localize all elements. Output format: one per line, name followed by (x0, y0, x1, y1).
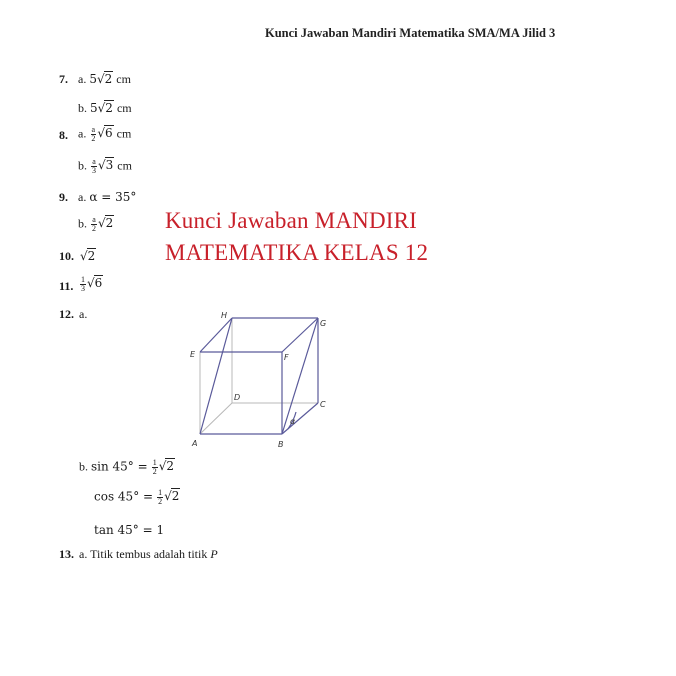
q8b-numerator: a (92, 157, 96, 166)
q7b (78, 101, 132, 116)
q7a (78, 72, 131, 87)
q7b-unit: cm (116, 101, 132, 115)
q12a-label: a. (79, 307, 88, 321)
sin-denominator: 2 (152, 467, 157, 476)
q8a-label: a. (78, 126, 87, 141)
sin-numerator: 1 (152, 458, 157, 467)
q11-sqrt: √6 (87, 276, 103, 291)
q7b-sqrt: √2 (97, 101, 113, 115)
page-header: Kunci Jawaban Mandiri Matematika SMA/MA Jilid 3 (265, 26, 556, 40)
q11-denominator: 3 (81, 284, 85, 293)
label-B: B (278, 440, 284, 449)
label-H: H (221, 311, 228, 320)
cos-numerator: 1 (158, 488, 163, 497)
q12b-cos (94, 489, 180, 506)
q12b-cos-sqrt: √2 (164, 489, 180, 504)
q11-fraction (80, 276, 86, 293)
q12b-cos-text: cos 45° = (94, 489, 154, 504)
q8b-unit: cm (117, 158, 132, 173)
label-G: G (320, 319, 327, 328)
q7a-unit: cm (116, 72, 131, 86)
q10-sqrt: √2 (80, 249, 96, 263)
q8b-sqrt: √3 (98, 158, 114, 173)
label-A: A (192, 439, 198, 448)
q11-value (79, 276, 103, 293)
q9b-fraction (91, 216, 97, 233)
q8b-label: b. (78, 158, 87, 173)
q7a-value (89, 72, 113, 86)
q9b (78, 216, 114, 233)
q13a-text: Titik tembus adalah titik (90, 547, 208, 561)
q12b-cos-fraction (157, 489, 163, 506)
q13a-point: P (210, 547, 218, 561)
q7b-label: b. (78, 101, 87, 115)
sin-rad: 2 (166, 459, 174, 474)
q13a (79, 547, 218, 562)
q7a-rad: 2 (104, 72, 113, 86)
q7b-coef: 5 (90, 101, 98, 115)
q8a-rad: 6 (104, 126, 113, 141)
label-C: C (320, 400, 326, 409)
q10-number: 10. (59, 249, 74, 263)
q8b-denominator: 3 (92, 166, 96, 175)
q8a-unit: cm (116, 126, 132, 141)
q12b-sin-fraction (152, 459, 158, 476)
q12b-sin-sqrt: √2 (158, 459, 174, 474)
q11-rad: 6 (94, 276, 103, 291)
q12b-sin-text: sin 45° = (91, 459, 148, 474)
cos-rad: 2 (171, 489, 180, 504)
cos-denominator: 2 (158, 497, 163, 506)
q9b-label: b. (78, 216, 87, 231)
banner-line-1: Kunci Jawaban MANDIRI (165, 208, 418, 233)
q12b-sin (79, 459, 175, 476)
label-D: D (234, 393, 241, 402)
q7a-sqrt: √2 (96, 72, 113, 86)
q10-value (80, 249, 96, 264)
q12-number: 12. (59, 307, 74, 321)
q9b-rad: 2 (105, 216, 114, 231)
q10-rad: 2 (87, 249, 96, 263)
q9a (78, 190, 136, 205)
q13a-label: a. (79, 547, 88, 561)
cube-diagram (186, 308, 332, 456)
q11-number: 11. (59, 279, 74, 293)
q8b-fraction (91, 158, 97, 175)
q12b-tan (94, 523, 164, 538)
q7-number: 7. (59, 72, 68, 86)
q8a-numerator: a (91, 125, 96, 134)
q12b-label: b. (79, 459, 88, 474)
q8a-sqrt: √6 (97, 126, 113, 141)
label-E: E (190, 350, 196, 359)
q9a-label: a. (78, 190, 87, 204)
q7a-label: a. (78, 72, 87, 86)
q9a-value: α = 35° (89, 190, 137, 204)
q7b-value (90, 101, 114, 115)
q11-numerator: 1 (81, 275, 85, 284)
banner-line-2: MATEMATIKA KELAS 12 (165, 240, 429, 265)
q8-number: 8. (59, 128, 68, 142)
q9b-denominator: 2 (92, 224, 96, 233)
label-alpha: α (290, 417, 296, 426)
q8b-rad: 3 (105, 158, 114, 173)
q7a-coef: 5 (89, 72, 97, 86)
q8a-denominator: 2 (91, 134, 96, 143)
q8b (78, 158, 132, 175)
q8a-fraction (90, 126, 96, 143)
q7b-rad: 2 (105, 101, 113, 115)
label-F: F (284, 353, 289, 362)
q9b-sqrt: √2 (98, 216, 114, 231)
q8a (78, 126, 131, 143)
q12b-tan-text: tan 45° = 1 (94, 523, 165, 537)
q9b-numerator: a (92, 215, 96, 224)
q9-number: 9. (59, 190, 68, 204)
q13-number: 13. (59, 547, 74, 561)
